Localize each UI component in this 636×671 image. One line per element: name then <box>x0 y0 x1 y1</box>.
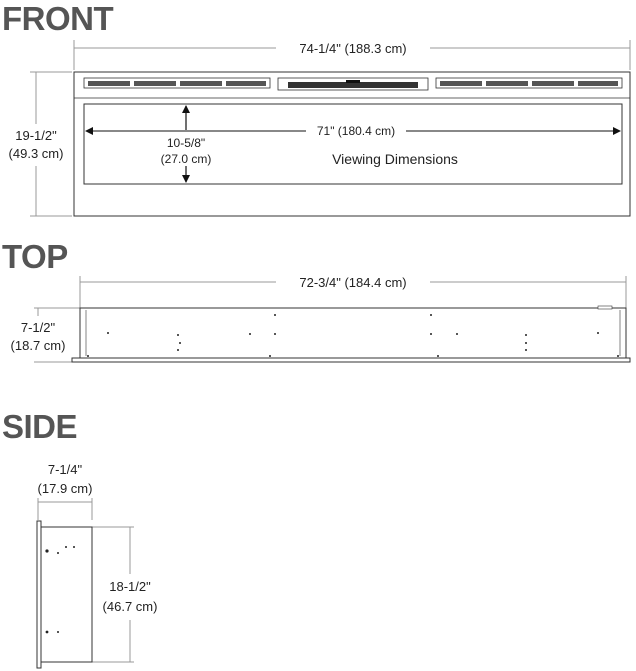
top-corner-bracket <box>598 306 612 309</box>
viewing-dimensions-caption: Viewing Dimensions <box>332 151 458 167</box>
front-height-label-in: 19-1/2" <box>15 128 57 143</box>
side-height-label-in: 18-1/2" <box>109 579 151 594</box>
viewing-area <box>84 104 622 184</box>
viewing-height-label-cm: (27.0 cm) <box>160 152 212 166</box>
front-width-label: 74-1/4" (188.3 cm) <box>299 41 407 56</box>
right-vent <box>436 78 622 88</box>
top-heading: TOP <box>2 238 68 275</box>
top-depth-label-in: 7-1/2" <box>20 320 56 335</box>
top-depth-label-cm: (18.7 cm) <box>10 338 66 353</box>
viewing-width-label: 71" (180.4 cm) <box>316 124 396 138</box>
side-depth-label-in: 7-1/4" <box>47 462 83 477</box>
viewing-height-label-in: 10-5/8" <box>166 136 206 150</box>
top-front-trim <box>72 358 630 362</box>
side-heading: SIDE <box>2 408 78 445</box>
side-view <box>37 462 157 668</box>
side-height-label-cm: (46.7 cm) <box>102 599 158 614</box>
front-heading: FRONT <box>2 0 114 37</box>
front-view <box>9 40 630 216</box>
side-depth-label-cm: (17.9 cm) <box>37 481 93 496</box>
top-view <box>11 275 630 362</box>
left-vent <box>84 78 270 88</box>
front-height-label-cm: (49.3 cm) <box>8 146 64 161</box>
side-front-trim <box>37 521 41 668</box>
center-vent <box>278 78 428 90</box>
top-outline <box>80 308 626 358</box>
top-width-label: 72-3/4" (184.4 cm) <box>299 275 407 290</box>
